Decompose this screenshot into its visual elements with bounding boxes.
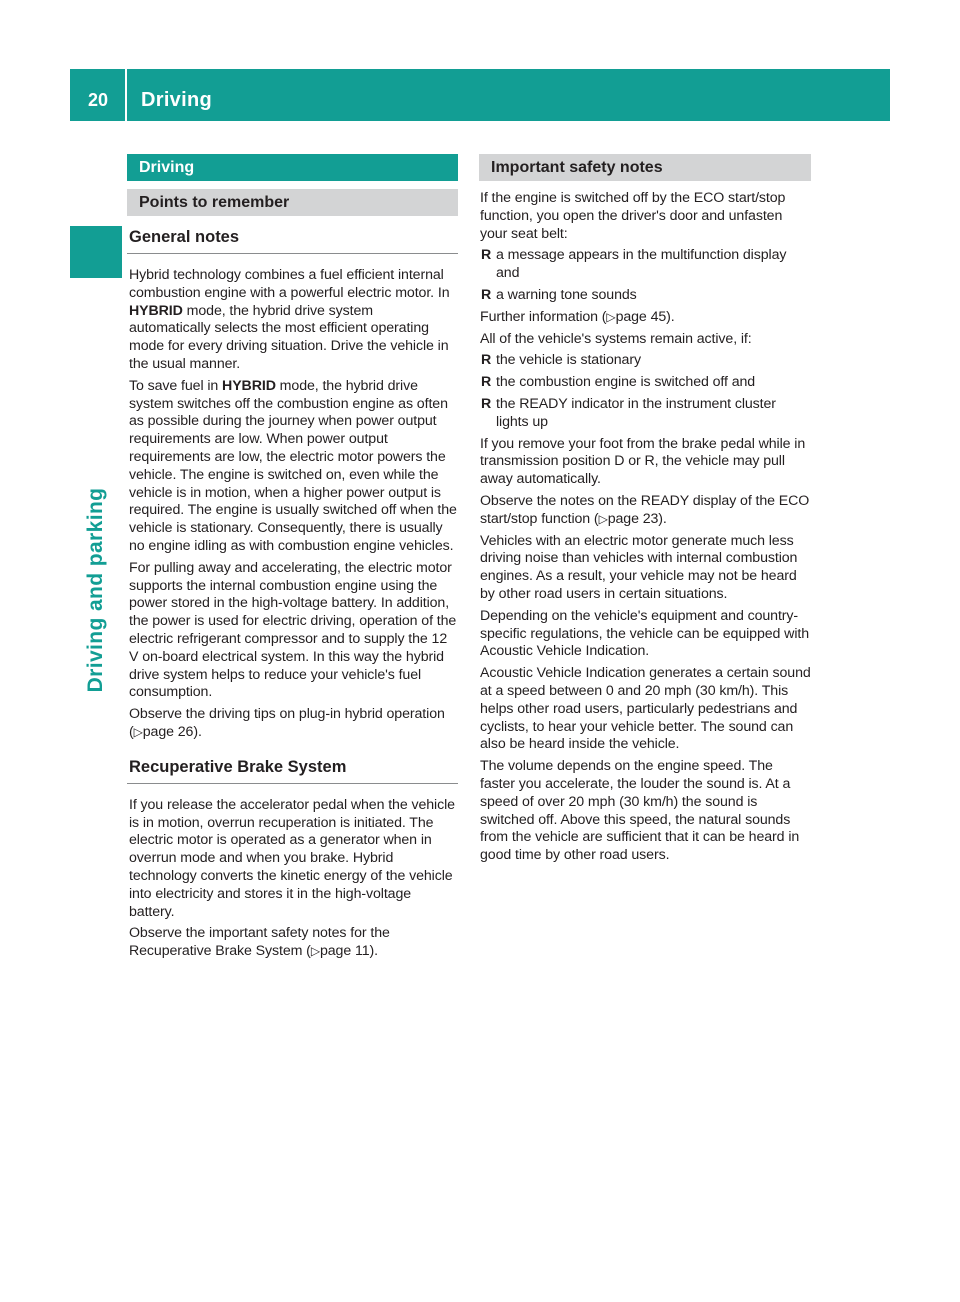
paragraph-driving-noise: Vehicles with an electric motor generate much less driving noise than vehicles with internal combustion engines. As a result, your vehicle may not be heard by other road users in certain situations. (480, 532, 798, 602)
bullet-icon: R (481, 352, 492, 369)
paragraph-driving-tips: Observe the driving tips on plug-in hybrid operation (▷page 26). (129, 706, 445, 740)
list-item: R the READY indicator in the instrument cluster lights up (481, 395, 776, 430)
heading-general-notes: General notes (127, 228, 458, 254)
list-item: R the combustion engine is switched off and (481, 374, 756, 391)
ref-arrow-icon: ▷ (133, 724, 143, 739)
paragraph-eco-stop: If the engine is switched off by the ECO start/stop function, you open the driver's door and unfasten your seat belt: (480, 190, 786, 242)
paragraph-further-info: Further information (▷page 45). (480, 308, 675, 325)
section-title-driving: Driving (127, 154, 458, 181)
side-tab-label: Driving and parking (84, 487, 107, 693)
paragraph-save-fuel: To save fuel in HYBRID mode, the hybrid drive system switches off the combustion engine as often as possible during the journey when power output requirements are low. When power output requirements are low, the electric motor powers the vehicle. The engine is switched on, even while the vehicle is in motion, when a higher power output is required. The engine is usually switched off when the vehicle is stationary. Consequently, there is usually no engine idling as with combustion engine vehicles. (129, 377, 457, 554)
heading-recuperative-brake: Recuperative Brake System (127, 758, 458, 784)
paragraph-brake-pedal: If you remove your foot from the brake pedal while in transmission position D or R, the vehicle may pull away automatically. (480, 435, 806, 488)
bullet-icon: R (481, 247, 492, 264)
paragraph-equipment: Depending on the vehicle's equipment and country-specific regulations, the vehicle can be equipped with Acoustic Vehicle Indication. (480, 607, 810, 660)
page-reference-link[interactable]: page 11 (319, 943, 370, 960)
subsection-title-safety: Important safety notes (479, 154, 811, 181)
page-reference-link[interactable]: page 26 (142, 723, 194, 740)
list-item: R a message appears in the multifunction display and (481, 247, 787, 282)
list-item: R the vehicle is stationary (481, 352, 641, 369)
bullet-list-eco (479, 247, 811, 304)
page-header-title: Driving (141, 89, 212, 111)
paragraph-systems-active: All of the vehicle's systems remain active, if: (480, 330, 752, 347)
paragraph-recuperation: If you release the accelerator pedal when the vehicle is in motion, overrun recuperation is initiated. The electric motor is operated as a generator when in overrun mode and when you brake. Hybrid technology converts the kinetic energy of the vehicle into electricity and stores it in the high-voltage battery. (129, 796, 455, 920)
side-tab-marker (70, 226, 122, 278)
page-reference-link[interactable]: page 23 (607, 510, 659, 527)
page-number: 20 (87, 90, 109, 110)
list-item: R a warning tone sounds (481, 286, 637, 303)
page-reference-link[interactable]: page 45 (615, 308, 667, 325)
right-column (479, 154, 811, 869)
header-divider (125, 69, 127, 121)
subsection-title-points: Points to remember (127, 189, 458, 216)
ref-arrow-icon: ▷ (606, 309, 616, 324)
bullet-icon: R (481, 395, 492, 412)
paragraph-ready-display: Observe the notes on the READY display of the ECO start/stop function (▷page 23). (480, 492, 810, 527)
bullet-list-systems (479, 352, 811, 431)
ref-arrow-icon: ▷ (310, 944, 320, 959)
bullet-icon: R (481, 374, 492, 391)
left-column (127, 154, 458, 965)
paragraph-avi: Acoustic Vehicle Indication generates a certain sound at a speed between 0 and 20 mph (30 km/h). This helps other road users, particularly pedestrians and cyclists, to hear your vehicle better. The sound can also be heard inside the vehicle. (480, 665, 811, 753)
bullet-icon: R (481, 286, 492, 303)
ref-arrow-icon: ▷ (598, 511, 608, 526)
paragraph-recup-safety: Observe the important safety notes for the Recuperative Brake System (▷page 11). (129, 925, 390, 960)
paragraph-hybrid-technology: Hybrid technology combines a fuel efficient internal combustion engine with a powerful electric motor. In HYBRID mode, the hybrid drive system automatically selects the most efficient operating mode for every driving situation. Drive the vehicle in the usual manner. (129, 267, 450, 372)
paragraph-volume: The volume depends on the engine speed. The faster you accelerate, the louder the sound is. At a speed of over 20 mph (30 km/h) the sound is switched off. Above this speed, the natural sounds from the vehicle are sufficient that it can be heard in good time by other road users. (480, 758, 800, 864)
paragraph-pulling-away: For pulling away and accelerating, the electric motor supports the internal combustion engine using the power stored in the high-voltage battery. In addition, the power is used for electric driving, operation of the electric refrigerant compressor and to supply the 12 V on-board electrical system. In this way the hybrid drive system helps to reduce your vehicle's fuel consumption. (129, 559, 457, 701)
